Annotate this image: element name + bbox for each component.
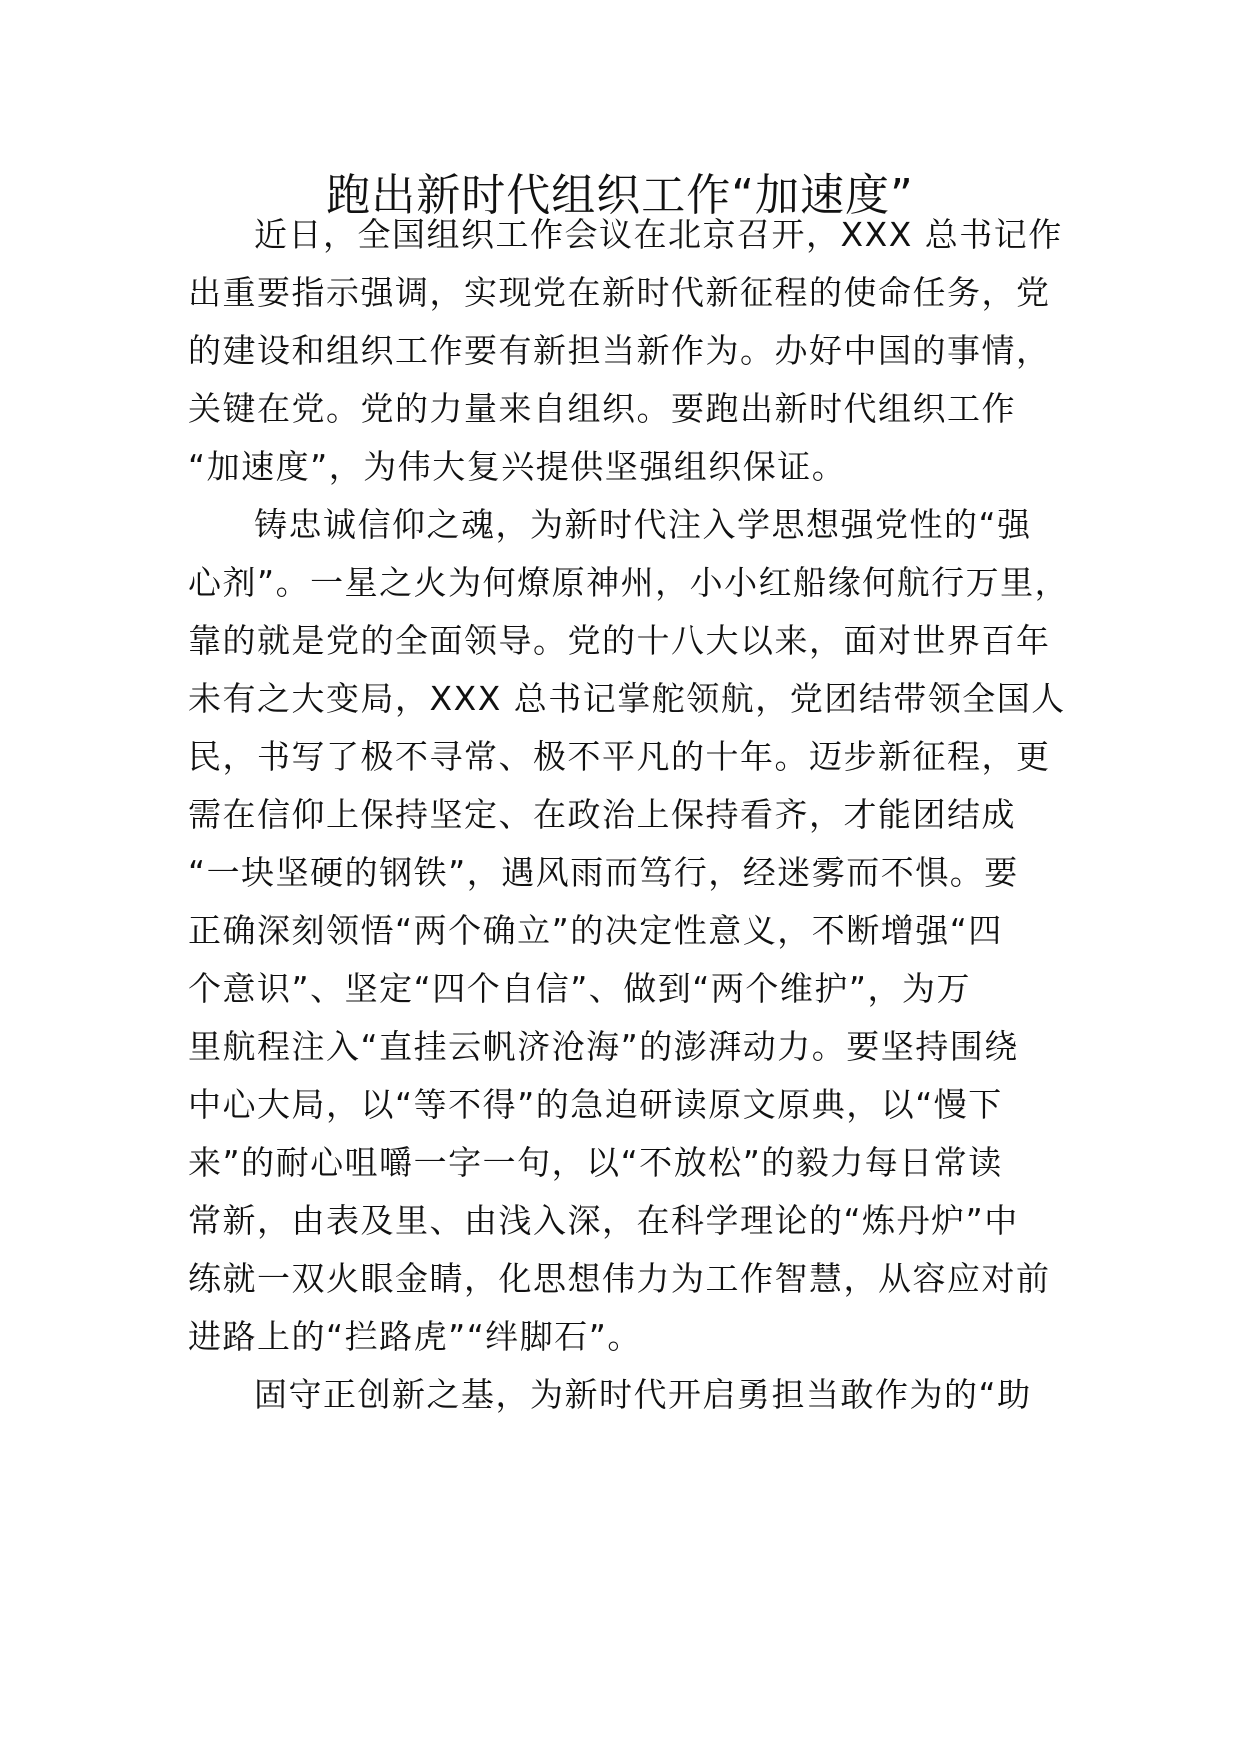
paragraph-2-line-9: 个意识”、坚定“四个自信”、做到“两个维护”，为万 <box>188 969 971 1008</box>
paragraph-1-line-5: “加速度”，为伟大复兴提供坚强组织保证。 <box>188 447 847 486</box>
paragraph-2-line-5: 民，书写了极不寻常、极不平凡的十年。迈步新征程，更 <box>188 737 1051 776</box>
paragraph-2-line-12: 来”的耐心咀嚼一字一句，以“不放松”的毅力每日常读 <box>188 1143 1003 1182</box>
paragraph-2-line-11: 中心大局，以“等不得”的急迫研读原文原典，以“慢下 <box>188 1085 1003 1124</box>
paragraph-2-line-2: 心剂”。一星之火为何燎原神州，小小红船缘何航行万里， <box>188 563 1070 602</box>
paragraph-1-line-3: 的建设和组织工作要有新担当新作为。办好中国的事情， <box>188 331 1051 370</box>
document-title: 跑出新时代组织工作“加速度” <box>326 170 914 221</box>
paragraph-2-line-10: 里航程注入“直挂云帆济沧海”的澎湃动力。要坚持围绕 <box>188 1027 1019 1066</box>
paragraph-2-line-13: 常新，由表及里、由浅入深，在科学理论的“炼丹炉”中 <box>188 1201 1019 1240</box>
paragraph-2-line-1: 铸忠诚信仰之魂，为新时代注入学思想强党性的“强 <box>254 505 1032 544</box>
paragraph-1-line-2: 出重要指示强调，实现党在新时代新征程的使命任务，党 <box>188 273 1051 312</box>
paragraph-2-line-6: 需在信仰上保持坚定、在政治上保持看齐，才能团结成 <box>188 795 1016 834</box>
paragraph-2-line-14: 练就一双火眼金睛，化思想伟力为工作智慧，从容应对前 <box>188 1259 1051 1298</box>
paragraph-2-line-15: 进路上的“拦路虎”“绊脚石”。 <box>188 1317 642 1356</box>
paragraph-3-line-1: 固守正创新之基，为新时代开启勇担当敢作为的“助 <box>254 1375 1032 1414</box>
paragraph-2-line-8: 正确深刻领悟“两个确立”的决定性意义，不断增强“四 <box>188 911 1003 950</box>
paragraph-2-line-7: “一块坚硬的钢铁”，遇风雨而笃行，经迷雾而不惧。要 <box>188 853 1019 892</box>
paragraph-1-line-4: 关键在党。党的力量来自组织。要跑出新时代组织工作 <box>188 389 1016 428</box>
paragraph-2-line-3: 靠的就是党的全面领导。党的十八大以来，面对世界百年 <box>188 621 1051 660</box>
paragraph-2-line-4: 未有之大变局，XXX 总书记掌舵领航，党团结带领全国人 <box>188 679 1066 718</box>
paragraph-1-line-1: 近日，全国组织工作会议在北京召开，XXX 总书记作 <box>254 215 1063 254</box>
